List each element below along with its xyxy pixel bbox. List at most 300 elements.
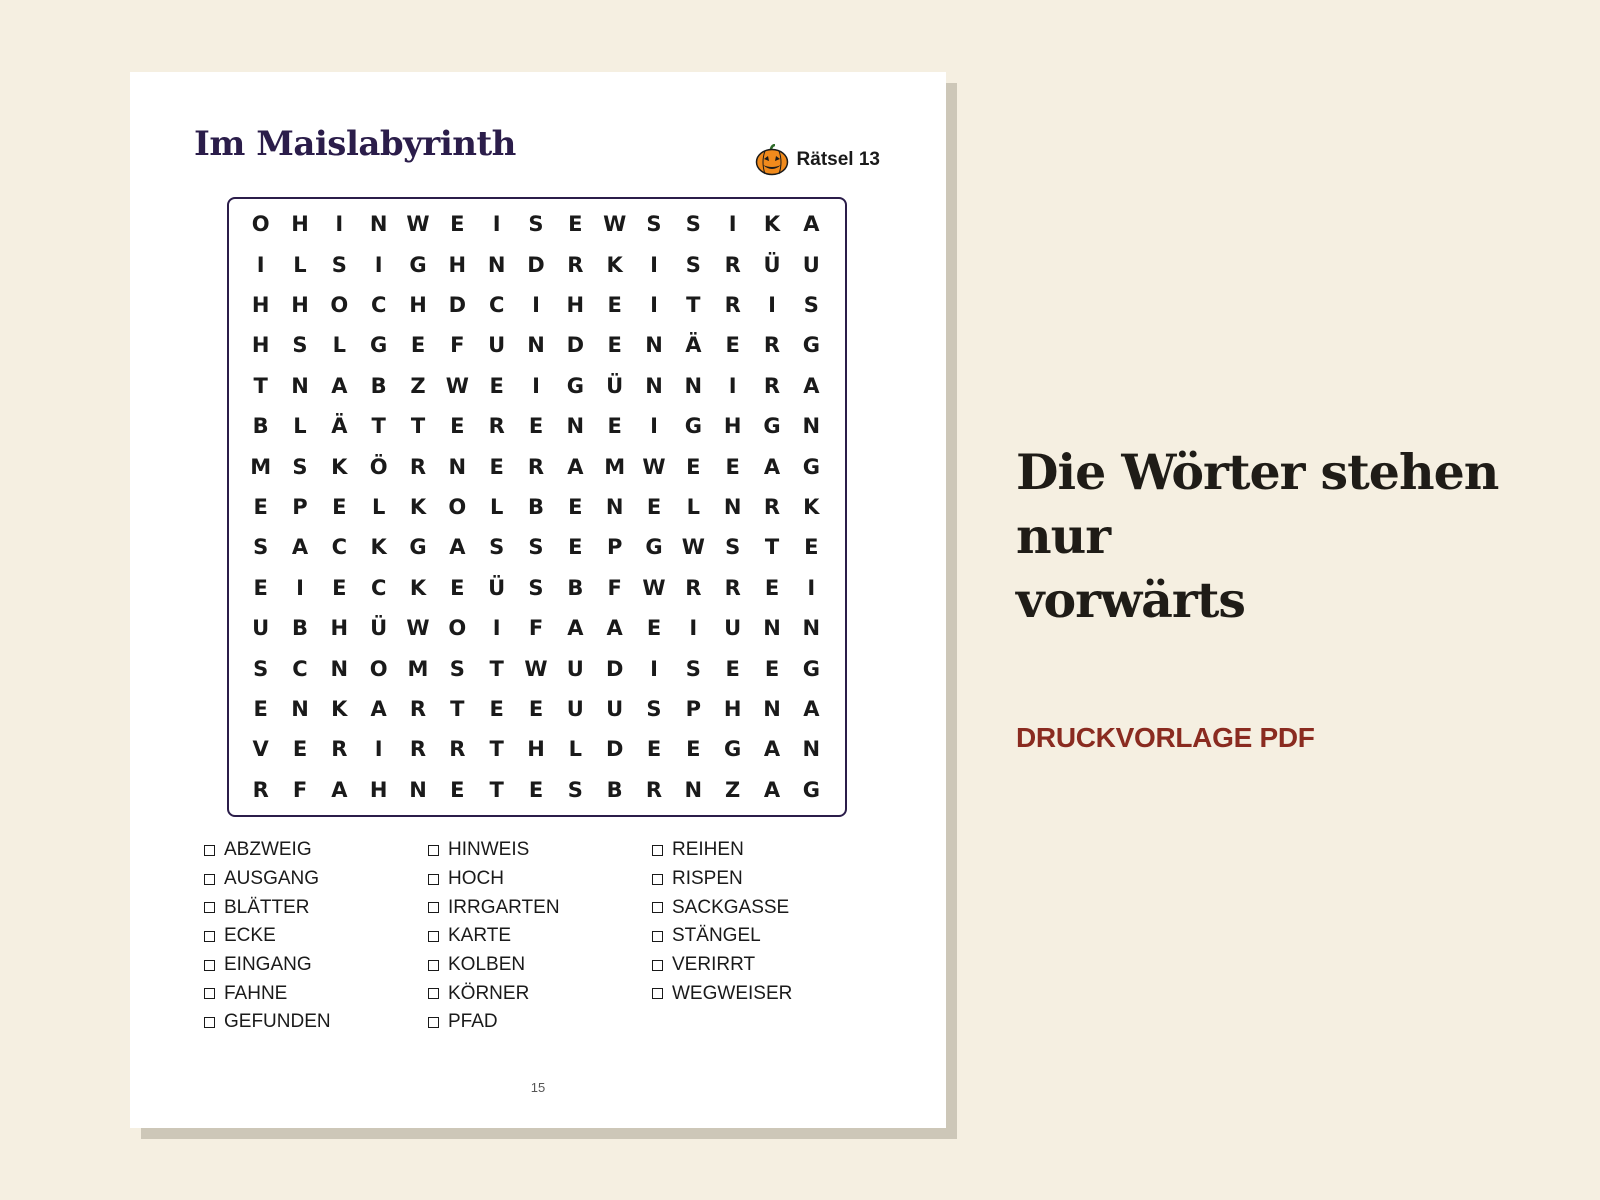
grid-cell[interactable]: E	[410, 333, 426, 358]
grid-cell[interactable]: U	[802, 252, 820, 277]
grid-cell[interactable]: I	[492, 212, 501, 237]
grid-cell[interactable]: O	[251, 212, 270, 237]
grid-cell[interactable]: R	[409, 696, 427, 721]
word-label: HOCH	[448, 868, 504, 890]
word-label: FAHNE	[224, 982, 288, 1004]
grid-cell[interactable]: T	[686, 292, 701, 317]
word-item[interactable]	[652, 951, 792, 980]
grid-cell[interactable]: E	[646, 616, 662, 641]
grid-cell[interactable]: G	[566, 373, 584, 398]
word-item[interactable]	[204, 979, 331, 1008]
puzzle-number: Rätsel 13	[796, 149, 880, 170]
grid-cell[interactable]: E	[725, 656, 740, 681]
headline-line: Die Wörter stehen nur	[1016, 443, 1499, 565]
word-checkbox[interactable]	[652, 960, 663, 971]
grid-cell[interactable]: K	[409, 494, 427, 519]
grid-cell[interactable]: M	[250, 454, 272, 479]
grid-cell[interactable]: T	[371, 414, 386, 439]
grid-cell[interactable]: A	[763, 737, 781, 762]
word-checkbox[interactable]	[204, 988, 215, 999]
word-label: BLÄTTER	[224, 896, 310, 918]
grid-cell[interactable]: E	[528, 414, 544, 439]
grid-cell[interactable]: I	[532, 292, 540, 317]
grid-cell[interactable]: I	[689, 616, 698, 641]
grid-cell[interactable]: R	[488, 414, 505, 439]
grid-cell[interactable]: U	[488, 333, 506, 358]
grid-cell[interactable]: W	[603, 212, 627, 237]
grid-cell[interactable]: N	[684, 777, 703, 802]
grid-cell[interactable]: E	[332, 494, 347, 519]
grid-cell[interactable]: Ü	[763, 252, 781, 277]
grid-cell[interactable]: S	[685, 656, 701, 681]
grid-cell[interactable]: C	[331, 535, 348, 560]
grid-cell[interactable]: B	[252, 414, 269, 439]
grid-cell[interactable]: N	[291, 696, 309, 721]
word-item[interactable]	[204, 951, 331, 980]
grid-cell[interactable]: L	[293, 414, 307, 439]
grid-cell[interactable]: G	[763, 414, 781, 439]
grid-cell[interactable]: R	[763, 373, 781, 398]
grid-cell[interactable]: B	[291, 616, 308, 641]
grid-cell[interactable]: R	[763, 333, 781, 358]
grid-cell[interactable]: W	[681, 535, 705, 560]
grid-cell[interactable]: P	[292, 494, 308, 519]
grid-cell[interactable]: N	[763, 616, 781, 641]
headline-line: vorwärts	[1016, 571, 1245, 629]
grid-cell[interactable]: E	[646, 494, 662, 519]
grid-cell[interactable]: Z	[410, 373, 426, 398]
grid-cell[interactable]: S	[725, 535, 741, 560]
grid-cell[interactable]: A	[763, 777, 781, 802]
grid-cell[interactable]: A	[803, 212, 820, 237]
grid-cell[interactable]: S	[292, 454, 308, 479]
grid-cell[interactable]: Ü	[370, 616, 388, 641]
word-checkbox[interactable]	[652, 874, 663, 885]
grid-cell[interactable]: H	[291, 292, 309, 317]
grid-cell[interactable]: S	[253, 656, 269, 681]
grid-cell[interactable]: D	[605, 656, 624, 681]
grid-cell[interactable]: G	[684, 414, 702, 439]
word-item[interactable]	[428, 893, 560, 922]
grid-cell[interactable]: O	[448, 494, 467, 519]
word-checkbox[interactable]	[652, 902, 663, 913]
grid-cell[interactable]: E	[450, 414, 465, 439]
grid-cell[interactable]: N	[645, 333, 663, 358]
grid-cell[interactable]: K	[763, 212, 781, 237]
grid-cell[interactable]: N	[802, 414, 821, 439]
word-item[interactable]	[428, 979, 560, 1008]
grid-cell[interactable]: D	[448, 292, 467, 317]
grid-cell[interactable]: N	[645, 373, 663, 398]
word-checkbox[interactable]	[428, 1017, 439, 1028]
grid-cell[interactable]: U	[252, 616, 270, 641]
grid-cell[interactable]: A	[449, 535, 466, 560]
grid-cell[interactable]: I	[650, 414, 658, 439]
grid-cell[interactable]: F	[607, 575, 622, 600]
grid-cell[interactable]: A	[370, 696, 387, 721]
grid-cell[interactable]: I	[650, 252, 658, 277]
grid-cell[interactable]: C	[292, 656, 308, 681]
grid-cell[interactable]: K	[370, 535, 387, 560]
grid-cell[interactable]: G	[409, 252, 427, 277]
grid-cell[interactable]: S	[567, 777, 583, 802]
grid-cell[interactable]: R	[724, 575, 741, 600]
grid-cell[interactable]: E	[725, 333, 740, 358]
grid-cell[interactable]: C	[488, 292, 505, 317]
grid-cell[interactable]: T	[410, 414, 426, 439]
word-checkbox[interactable]	[204, 845, 215, 856]
grid-cell[interactable]: S	[803, 292, 819, 317]
grid-cell[interactable]: K	[409, 575, 427, 600]
grid-cell[interactable]: S	[489, 535, 505, 560]
puzzle-badge	[755, 144, 880, 176]
grid-cell[interactable]: I	[374, 737, 383, 762]
word-item[interactable]	[204, 836, 331, 865]
grid-cell[interactable]: M	[407, 656, 429, 681]
grid-cell[interactable]: K	[331, 454, 348, 479]
grid-cell[interactable]: H	[723, 696, 742, 721]
word-checkbox[interactable]	[652, 988, 663, 999]
puzzle-page	[130, 72, 946, 1128]
grid-cell[interactable]: U	[606, 696, 624, 721]
grid-cell[interactable]: N	[527, 333, 545, 358]
puzzle-title: Im Maislabyrinth	[194, 124, 516, 164]
grid-cell[interactable]: H	[409, 292, 427, 317]
grid-cell[interactable]: S	[685, 212, 701, 237]
grid-cell[interactable]: E	[804, 535, 819, 560]
word-checkbox[interactable]	[204, 960, 215, 971]
word-column	[652, 836, 792, 1008]
grid-cell[interactable]: T	[489, 737, 504, 762]
grid-cell[interactable]: T	[450, 696, 465, 721]
grid-cell[interactable]: C	[370, 575, 387, 600]
grid-cell[interactable]: L	[568, 737, 583, 762]
grid-cell[interactable]: R	[645, 777, 663, 802]
word-label: KOLBEN	[448, 954, 526, 976]
word-item[interactable]	[652, 865, 792, 894]
grid-cell[interactable]: K	[606, 252, 623, 277]
grid-cell[interactable]: K	[803, 494, 820, 519]
grid-cell[interactable]: N	[802, 737, 821, 762]
grid-cell[interactable]: A	[567, 616, 584, 641]
grid-cell[interactable]: L	[293, 252, 307, 277]
grid-cell[interactable]: A	[803, 373, 820, 398]
word-item[interactable]	[204, 865, 331, 894]
word-label: PFAD	[448, 1011, 498, 1033]
grid-cell[interactable]: R	[724, 292, 741, 317]
grid-cell[interactable]: D	[605, 737, 624, 762]
word-item[interactable]	[652, 893, 792, 922]
grid-cell[interactable]: S	[646, 696, 662, 721]
grid-cell[interactable]: W	[642, 454, 666, 479]
word-item[interactable]	[428, 922, 560, 951]
grid-cell[interactable]: T	[253, 373, 268, 398]
grid-cell[interactable]: D	[527, 252, 545, 277]
grid-cell[interactable]: P	[685, 696, 702, 721]
grid-cell[interactable]: E	[450, 212, 465, 237]
word-label: KARTE	[448, 925, 512, 947]
grid-cell[interactable]: H	[566, 292, 585, 317]
grid-cell[interactable]: H	[369, 777, 388, 802]
grid-cell[interactable]: H	[251, 333, 270, 358]
word-item[interactable]	[428, 836, 560, 865]
grid-cell[interactable]: E	[646, 737, 662, 762]
grid-cell[interactable]: N	[487, 252, 506, 277]
grid-cell[interactable]: I	[296, 575, 304, 600]
word-checkbox[interactable]	[428, 988, 439, 999]
grid-cell[interactable]: R	[685, 575, 702, 600]
grid-cell[interactable]: N	[763, 696, 781, 721]
grid-cell[interactable]: R	[567, 252, 584, 277]
download-label: DRUCKVORLAGE PDF	[1016, 722, 1315, 753]
grid-cell[interactable]: E	[489, 373, 504, 398]
grid-cell[interactable]: S	[528, 535, 544, 560]
grid-cell[interactable]: R	[331, 737, 348, 762]
grid-cell[interactable]: I	[768, 292, 776, 317]
grid-cell[interactable]: E	[253, 494, 268, 519]
word-column	[204, 836, 331, 1037]
grid-cell[interactable]: I	[532, 373, 540, 398]
word-item[interactable]	[428, 951, 560, 980]
grid-cell[interactable]: A	[331, 777, 348, 802]
grid-cell[interactable]: A	[331, 373, 348, 398]
grid-cell[interactable]: E	[686, 737, 701, 762]
word-column	[428, 836, 560, 1037]
grid-cell[interactable]: F	[450, 333, 465, 358]
grid-cell[interactable]: Ü	[606, 373, 624, 398]
word-item[interactable]	[204, 1008, 331, 1037]
word-label: VERIRRT	[672, 954, 756, 976]
grid-cell[interactable]: F	[292, 777, 308, 802]
grid-cell[interactable]: N	[409, 777, 427, 802]
grid-cell[interactable]: N	[684, 373, 703, 398]
grid-cell[interactable]: F	[528, 616, 544, 641]
word-checkbox[interactable]	[204, 1017, 215, 1028]
grid-cell[interactable]: I	[807, 575, 816, 600]
word-label: HINWEIS	[448, 839, 530, 861]
word-checkbox[interactable]	[428, 902, 439, 913]
grid-cell[interactable]: I	[256, 252, 265, 277]
grid-cell[interactable]: C	[370, 292, 387, 317]
pumpkin-icon	[755, 144, 789, 176]
grid-cell[interactable]: E	[450, 575, 465, 600]
grid-cell[interactable]: S	[331, 252, 347, 277]
word-label: IRRGARTEN	[448, 896, 560, 918]
word-item[interactable]	[204, 893, 331, 922]
grid-cell[interactable]: W	[524, 656, 548, 681]
grid-cell[interactable]: L	[332, 333, 347, 358]
word-item[interactable]	[652, 836, 792, 865]
grid-cell[interactable]: W	[642, 575, 666, 600]
grid-cell[interactable]: I	[374, 252, 383, 277]
grid-cell[interactable]: E	[292, 737, 308, 762]
grid-cell[interactable]: I	[492, 616, 501, 641]
grid-cell[interactable]: E	[764, 656, 780, 681]
grid-cell[interactable]: S	[292, 333, 308, 358]
grid-cell[interactable]: E	[253, 696, 268, 721]
grid-cell[interactable]: E	[607, 292, 622, 317]
word-checkbox[interactable]	[428, 845, 439, 856]
word-search-grid-frame	[227, 197, 847, 817]
grid-cell[interactable]: S	[646, 212, 662, 237]
grid-cell[interactable]: N	[605, 494, 624, 519]
grid-cell[interactable]: W	[445, 373, 469, 398]
grid-cell[interactable]: N	[448, 454, 467, 479]
grid-cell[interactable]: B	[370, 373, 387, 398]
grid-cell[interactable]: E	[528, 777, 544, 802]
word-item[interactable]	[652, 922, 792, 951]
word-label: AUSGANG	[224, 868, 320, 890]
grid-cell[interactable]: I	[728, 373, 737, 398]
word-label: ABZWEIG	[224, 839, 312, 861]
grid-cell[interactable]: G	[802, 333, 820, 358]
grid-cell[interactable]: S	[253, 535, 269, 560]
word-label: REIHEN	[672, 839, 744, 861]
grid-cell[interactable]: T	[489, 777, 504, 802]
grid-cell[interactable]: E	[568, 535, 583, 560]
grid-cell[interactable]: E	[607, 414, 622, 439]
grid-cell[interactable]: S	[528, 212, 544, 237]
word-label: STÄNGEL	[672, 925, 761, 947]
grid-cell[interactable]: O	[369, 656, 388, 681]
grid-cell[interactable]: L	[686, 494, 701, 519]
grid-cell[interactable]: Z	[725, 777, 741, 802]
headline	[1016, 440, 1576, 632]
grid-cell[interactable]: W	[406, 212, 430, 237]
grid-cell[interactable]: E	[568, 212, 583, 237]
grid-cell[interactable]: V	[252, 737, 269, 762]
grid-cell[interactable]: R	[409, 737, 427, 762]
grid-cell[interactable]: E	[686, 454, 701, 479]
grid-cell[interactable]: M	[604, 454, 626, 479]
grid-cell[interactable]: Ö	[369, 454, 388, 479]
grid-cell[interactable]: G	[802, 656, 820, 681]
grid-cell[interactable]: A	[763, 454, 781, 479]
grid-cell[interactable]: D	[566, 333, 585, 358]
grid-cell[interactable]: U	[566, 696, 584, 721]
grid-cell[interactable]: I	[650, 292, 658, 317]
word-checkbox[interactable]	[652, 845, 663, 856]
grid-cell[interactable]: E	[568, 494, 583, 519]
grid-cell[interactable]: E	[450, 777, 465, 802]
grid-cell[interactable]: E	[253, 575, 268, 600]
grid-cell[interactable]: E	[489, 454, 504, 479]
grid-cell[interactable]: H	[291, 212, 309, 237]
word-label: WEGWEISER	[672, 982, 793, 1004]
grid-cell[interactable]: R	[763, 494, 781, 519]
grid-cell[interactable]: I	[650, 656, 658, 681]
grid-cell[interactable]: E	[528, 696, 544, 721]
word-checkbox[interactable]	[204, 902, 215, 913]
grid-cell[interactable]: G	[802, 454, 820, 479]
grid-cell[interactable]: N	[369, 212, 388, 237]
grid-cell[interactable]: I	[728, 212, 737, 237]
word-list	[204, 836, 884, 1046]
grid-cell[interactable]: G	[409, 535, 427, 560]
grid-cell[interactable]: G	[370, 333, 388, 358]
grid-cell[interactable]: S	[528, 575, 544, 600]
grid-cell[interactable]: I	[335, 212, 344, 237]
grid-cell[interactable]: A	[803, 696, 820, 721]
grid-cell[interactable]: E	[607, 333, 622, 358]
word-checkbox[interactable]	[428, 931, 439, 942]
word-label: SACKGASSE	[672, 896, 790, 918]
grid-cell[interactable]: Ä	[331, 414, 348, 439]
grid-cell[interactable]: A	[291, 535, 309, 560]
grid-cell[interactable]: R	[449, 737, 466, 762]
word-item[interactable]	[428, 865, 560, 894]
grid-cell[interactable]: T	[489, 656, 504, 681]
grid-cell[interactable]: S	[449, 656, 465, 681]
word-checkbox[interactable]	[428, 874, 439, 885]
word-label: EINGANG	[224, 954, 312, 976]
word-checkbox[interactable]	[204, 931, 215, 942]
grid-cell[interactable]: O	[330, 292, 349, 317]
grid-cell[interactable]: A	[606, 616, 623, 641]
grid-cell[interactable]: N	[566, 414, 585, 439]
grid-cell[interactable]: N	[802, 616, 821, 641]
word-item[interactable]	[204, 922, 331, 951]
grid-cell[interactable]: L	[489, 494, 504, 519]
grid-cell[interactable]: R	[724, 252, 741, 277]
grid-cell[interactable]: H	[527, 737, 545, 762]
word-checkbox[interactable]	[652, 931, 663, 942]
page-number: 15	[530, 1080, 546, 1095]
grid-cell[interactable]: B	[567, 575, 584, 600]
grid-cell[interactable]: U	[566, 656, 584, 681]
grid-cell[interactable]: E	[764, 575, 780, 600]
grid-cell[interactable]: A	[567, 454, 584, 479]
word-label: ECKE	[224, 925, 276, 947]
grid-cell[interactable]: G	[802, 777, 820, 802]
grid-cell[interactable]: B	[606, 777, 623, 802]
grid-cell[interactable]: K	[331, 696, 348, 721]
grid-cell[interactable]: H	[330, 616, 349, 641]
grid-cell[interactable]: R	[527, 454, 545, 479]
word-checkbox[interactable]	[428, 960, 439, 971]
word-item[interactable]	[428, 1008, 560, 1037]
grid-cell[interactable]: N	[330, 656, 349, 681]
grid-cell[interactable]: N	[723, 494, 742, 519]
word-search-grid	[241, 204, 831, 810]
grid-cell[interactable]: B	[527, 494, 544, 519]
grid-cell[interactable]: E	[332, 575, 347, 600]
grid-cell[interactable]: E	[725, 454, 740, 479]
grid-cell[interactable]: G	[724, 737, 742, 762]
grid-cell[interactable]: U	[724, 616, 742, 641]
grid-cell[interactable]: G	[645, 535, 663, 560]
grid-cell[interactable]: P	[606, 535, 623, 560]
grid-cell[interactable]: T	[764, 535, 780, 560]
word-label: KÖRNER	[448, 982, 530, 1004]
grid-cell[interactable]: W	[406, 616, 430, 641]
grid-cell[interactable]: H	[723, 414, 742, 439]
grid-cell[interactable]: S	[685, 252, 701, 277]
word-label: GEFUNDEN	[224, 1011, 331, 1033]
grid-cell[interactable]: N	[291, 373, 309, 398]
grid-cell[interactable]: R	[252, 777, 269, 802]
grid-cell[interactable]: E	[489, 696, 504, 721]
grid-cell[interactable]: Ä	[685, 333, 702, 358]
grid-cell[interactable]: H	[448, 252, 467, 277]
grid-cell[interactable]: Ü	[488, 575, 506, 600]
word-checkbox[interactable]	[204, 874, 215, 885]
grid-cell[interactable]: O	[448, 616, 467, 641]
word-item[interactable]	[652, 979, 792, 1008]
grid-cell[interactable]: R	[409, 454, 427, 479]
grid-cell[interactable]: H	[251, 292, 270, 317]
grid-cell[interactable]: L	[371, 494, 386, 519]
